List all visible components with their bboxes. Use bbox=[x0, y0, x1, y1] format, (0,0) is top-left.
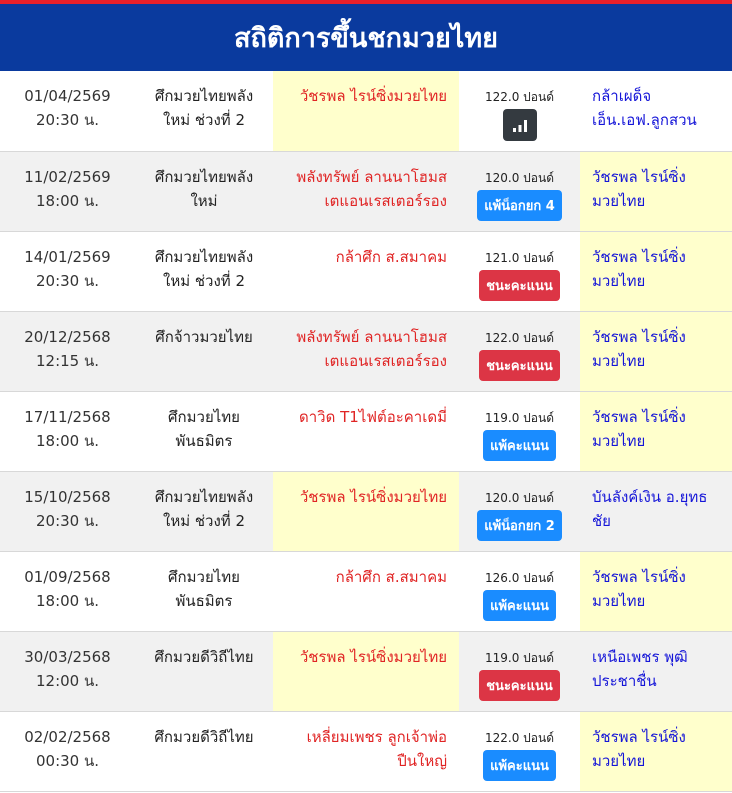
fight-time: 18:00 น. bbox=[35, 591, 100, 610]
table-row bbox=[0, 471, 732, 551]
blue-corner-name-line1[interactable]: กล้าเผด็จ bbox=[592, 87, 652, 105]
red-corner-cell bbox=[273, 311, 459, 391]
blue-corner-name-line2[interactable]: มวยไทย bbox=[592, 751, 646, 770]
red-corner-cell bbox=[273, 551, 459, 631]
result-badge: ชนะคะแนน bbox=[479, 670, 560, 701]
table-row bbox=[0, 151, 732, 231]
red-corner-cell bbox=[273, 471, 459, 551]
red-corner-cell bbox=[273, 631, 459, 711]
red-corner-cell bbox=[273, 711, 459, 791]
event-cell bbox=[135, 551, 273, 631]
red-corner-cell bbox=[273, 391, 459, 471]
event-name-line1: ศึกมวยดีวิถีไทย bbox=[154, 727, 254, 746]
blue-corner-name-line1[interactable]: บันลังค์เงิน อ.ยุทธ bbox=[592, 487, 708, 506]
event-name-line2: พันธมิตร bbox=[175, 591, 233, 610]
result-badge: แพ้คะแนน bbox=[483, 430, 556, 461]
bar-chart-icon bbox=[510, 115, 530, 135]
blue-corner-name-line1[interactable]: วัชรพล ไรน์ซิ่ง bbox=[592, 327, 686, 346]
result-cell bbox=[459, 551, 580, 631]
table-row bbox=[0, 391, 732, 471]
fight-date: 15/10/2568 bbox=[24, 487, 111, 506]
fight-date: 01/04/2569 bbox=[24, 87, 111, 105]
weight-label: 121.0 ปอนด์ bbox=[485, 250, 554, 265]
fight-date-cell bbox=[0, 231, 135, 311]
red-corner-name-line1[interactable]: กล้าศึก ส.สมาคม bbox=[335, 567, 447, 586]
blue-corner-name-line1[interactable]: วัชรพล ไรน์ซิ่ง bbox=[592, 407, 686, 426]
weight-label: 126.0 ปอนด์ bbox=[485, 570, 554, 585]
blue-corner-name-line2[interactable]: มวยไทย bbox=[592, 191, 646, 210]
result-cell bbox=[459, 471, 580, 551]
blue-corner-cell bbox=[580, 391, 732, 471]
event-name-line1: ศึกมวยไทย bbox=[168, 567, 240, 586]
red-corner-cell bbox=[273, 231, 459, 311]
fight-date-cell bbox=[0, 311, 135, 391]
table-row bbox=[0, 311, 732, 391]
event-name-line1: ศึกจ้าวมวยไทย bbox=[155, 327, 253, 346]
event-name-line2: พันธมิตร bbox=[175, 431, 233, 450]
blue-corner-name-line1[interactable]: วัชรพล ไรน์ซิ่ง bbox=[592, 247, 686, 266]
result-badge: ชนะคะแนน bbox=[479, 350, 560, 381]
event-cell bbox=[135, 71, 273, 151]
fight-time: 12:15 น. bbox=[35, 351, 100, 370]
fight-date-cell bbox=[0, 391, 135, 471]
blue-corner-name-line2[interactable]: ชัย bbox=[592, 511, 611, 530]
blue-corner-name-line1[interactable]: วัชรพล ไรน์ซิ่ง bbox=[592, 567, 686, 586]
blue-corner-cell bbox=[580, 551, 732, 631]
red-corner-cell bbox=[273, 71, 459, 151]
event-name-line2: ใหม่ ช่วงที่ 2 bbox=[163, 271, 245, 290]
fight-date: 11/02/2569 bbox=[24, 167, 111, 186]
red-corner-name-line1[interactable]: พลังทรัพย์ ลานนาโฮมส bbox=[296, 327, 447, 346]
weight-label: 119.0 ปอนด์ bbox=[485, 410, 554, 425]
fight-date-cell bbox=[0, 711, 135, 791]
fight-date: 14/01/2569 bbox=[24, 247, 111, 266]
event-name-line2: ใหม่ bbox=[190, 191, 218, 210]
red-corner-name-line2[interactable]: ปืนใหญ่ bbox=[397, 751, 447, 770]
fight-time: 20:30 น. bbox=[35, 111, 100, 129]
red-corner-name-line1[interactable]: วัชรพล ไรน์ซิ่งมวยไทย bbox=[299, 87, 447, 105]
table-row bbox=[0, 711, 732, 791]
red-corner-name-line1[interactable]: เหลี่ยมเพชร ลูกเจ้าพ่อ bbox=[306, 727, 447, 746]
fight-date: 17/11/2568 bbox=[24, 407, 111, 426]
blue-corner-cell bbox=[580, 71, 732, 151]
result-cell bbox=[459, 631, 580, 711]
red-corner-name-line1[interactable]: วัชรพล ไรน์ซิ่งมวยไทย bbox=[299, 647, 447, 666]
event-cell bbox=[135, 631, 273, 711]
red-corner-name-line1[interactable]: ดาวิด T1ไฟต์อะคาเดมี่ bbox=[299, 407, 447, 426]
red-corner-cell bbox=[273, 151, 459, 231]
table-row bbox=[0, 71, 732, 151]
event-cell bbox=[135, 151, 273, 231]
event-cell bbox=[135, 391, 273, 471]
result-cell bbox=[459, 391, 580, 471]
result-badge: แพ้น็อกยก 2 bbox=[477, 510, 562, 541]
event-cell bbox=[135, 471, 273, 551]
result-badge: แพ้น็อกยก 4 bbox=[477, 190, 562, 221]
event-cell bbox=[135, 711, 273, 791]
page-title: สถิติการขึ้นชกมวยไทย bbox=[0, 4, 732, 71]
fight-time: 20:30 น. bbox=[35, 271, 100, 290]
result-badge: แพ้คะแนน bbox=[483, 590, 556, 621]
fight-date-cell bbox=[0, 551, 135, 631]
event-name-line2: ใหม่ ช่วงที่ 2 bbox=[163, 111, 245, 129]
result-cell bbox=[459, 231, 580, 311]
blue-corner-cell bbox=[580, 311, 732, 391]
blue-corner-cell bbox=[580, 231, 732, 311]
weight-label: 122.0 ปอนด์ bbox=[485, 730, 554, 745]
blue-corner-name-line1[interactable]: วัชรพล ไรน์ซิ่ง bbox=[592, 727, 686, 746]
fight-date-cell bbox=[0, 151, 135, 231]
fight-date-cell bbox=[0, 71, 135, 151]
weight-label: 119.0 ปอนด์ bbox=[485, 650, 554, 665]
blue-corner-cell bbox=[580, 471, 732, 551]
result-cell bbox=[459, 71, 580, 151]
red-corner-name-line1[interactable]: กล้าศึก ส.สมาคม bbox=[335, 247, 447, 266]
blue-corner-name-line2[interactable]: มวยไทย bbox=[592, 431, 646, 450]
result-cell bbox=[459, 151, 580, 231]
fight-date: 20/12/2568 bbox=[24, 327, 111, 346]
fight-date-cell bbox=[0, 631, 135, 711]
event-cell bbox=[135, 231, 273, 311]
weight-label: 122.0 ปอนด์ bbox=[485, 330, 554, 345]
fight-date: 02/02/2568 bbox=[24, 727, 111, 746]
blue-corner-name-line2[interactable]: ประชาชื่น bbox=[592, 671, 657, 690]
fight-date-cell bbox=[0, 471, 135, 551]
red-corner-name-line1[interactable]: พลังทรัพย์ ลานนาโฮมส bbox=[296, 167, 447, 186]
blue-corner-cell bbox=[580, 631, 732, 711]
result-cell bbox=[459, 311, 580, 391]
event-name-line1: ศึกมวยไทยพลัง bbox=[154, 247, 254, 266]
red-corner-name-line2[interactable]: เตแอนเรสเตอร์รอง bbox=[324, 351, 447, 370]
event-name-line2: ใหม่ ช่วงที่ 2 bbox=[163, 511, 245, 530]
result-cell bbox=[459, 711, 580, 791]
result-badge: ชนะคะแนน bbox=[479, 270, 560, 301]
event-cell bbox=[135, 311, 273, 391]
event-name-line1: ศึกมวยไทย bbox=[168, 407, 240, 426]
blue-corner-cell bbox=[580, 151, 732, 231]
weight-label: 120.0 ปอนด์ bbox=[485, 170, 554, 185]
fight-time: 18:00 น. bbox=[35, 191, 100, 210]
blue-corner-name-line2[interactable]: มวยไทย bbox=[592, 591, 646, 610]
fight-date: 01/09/2568 bbox=[24, 567, 111, 586]
red-corner-name-line2[interactable]: เตแอนเรสเตอร์รอง bbox=[324, 191, 447, 210]
fight-time: 18:00 น. bbox=[35, 431, 100, 450]
event-name-line1: ศึกมวยดีวิถีไทย bbox=[154, 647, 254, 666]
fight-time: 20:30 น. bbox=[35, 511, 100, 530]
fight-stats-table bbox=[0, 71, 732, 792]
blue-corner-name-line2[interactable]: เอ็น.เอฟ.ลูกสวน bbox=[592, 111, 697, 129]
blue-corner-name-line2[interactable]: มวยไทย bbox=[592, 271, 646, 290]
table-row bbox=[0, 631, 732, 711]
weight-label: 122.0 ปอนด์ bbox=[485, 90, 554, 104]
fight-date: 30/03/2568 bbox=[24, 647, 111, 666]
fight-time: 12:00 น. bbox=[35, 671, 100, 690]
fight-time: 00:30 น. bbox=[35, 751, 100, 770]
blue-corner-name-line1[interactable]: เหนือเพชร พุฒิ bbox=[592, 647, 688, 666]
weight-label: 120.0 ปอนด์ bbox=[485, 490, 554, 505]
blue-corner-name-line1[interactable]: วัชรพล ไรน์ซิ่ง bbox=[592, 167, 686, 186]
event-name-line1: ศึกมวยไทยพลัง bbox=[154, 87, 254, 105]
blue-corner-name-line2[interactable]: มวยไทย bbox=[592, 351, 646, 370]
blue-corner-cell bbox=[580, 711, 732, 791]
table-row bbox=[0, 551, 732, 631]
table-row bbox=[0, 231, 732, 311]
event-name-line1: ศึกมวยไทยพลัง bbox=[154, 167, 254, 186]
result-badge: แพ้คะแนน bbox=[483, 750, 556, 781]
stats-chart-icon[interactable] bbox=[503, 109, 537, 141]
event-name-line1: ศึกมวยไทยพลัง bbox=[154, 487, 254, 506]
red-corner-name-line1[interactable]: วัชรพล ไรน์ซิ่งมวยไทย bbox=[299, 487, 447, 506]
